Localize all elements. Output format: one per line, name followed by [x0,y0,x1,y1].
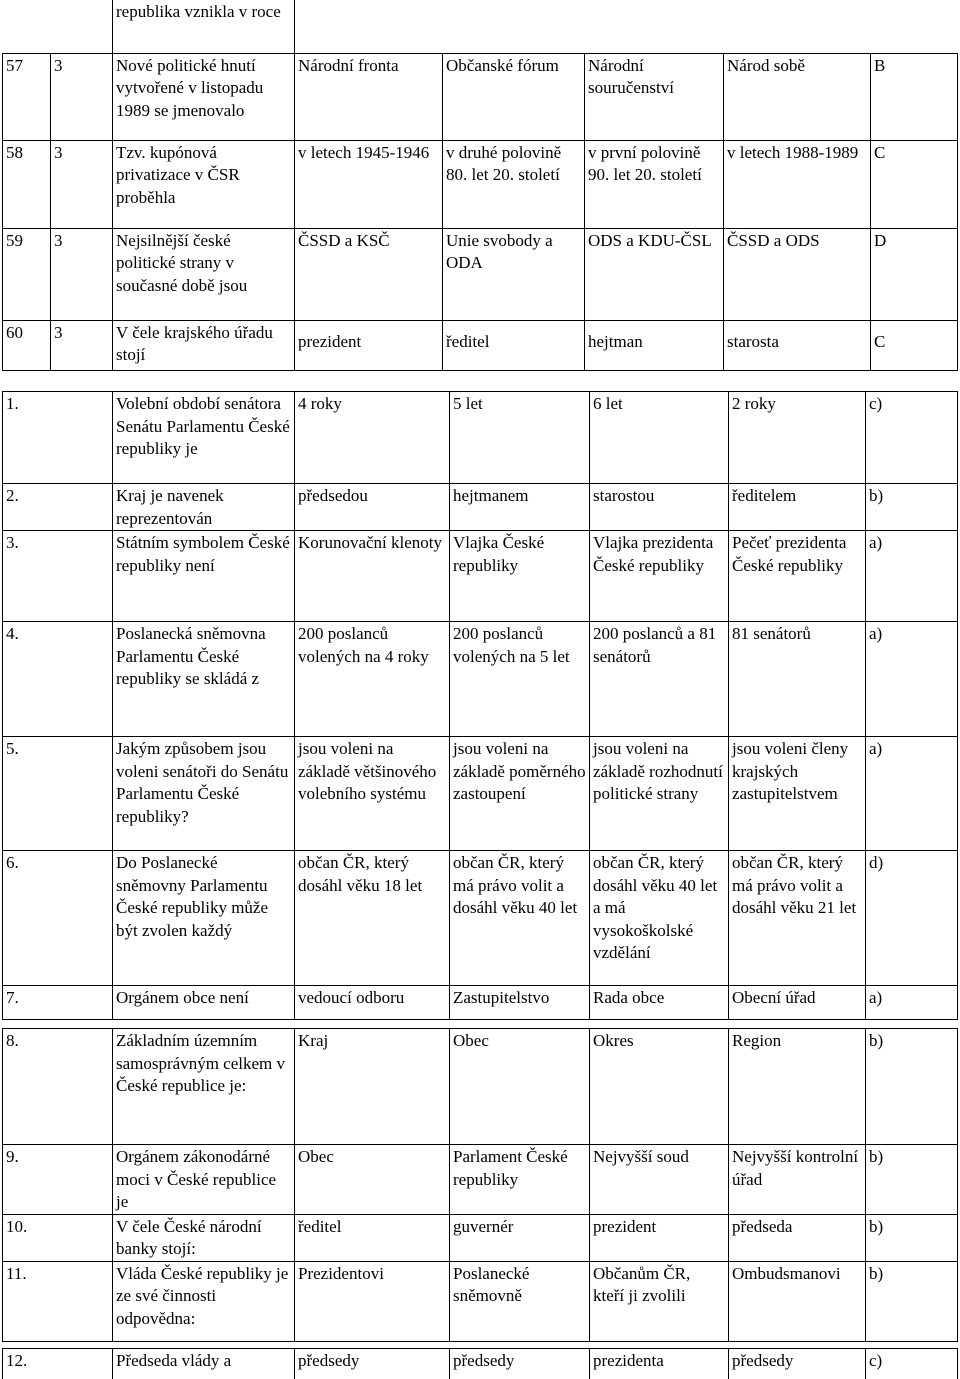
option-c: Vlajka prezidenta České republiky [590,531,729,622]
question-text: V čele krajského úřadu stojí [113,320,295,370]
question-number: 1. [3,392,113,484]
option-d: ČSSD a ODS [724,228,871,320]
table-row [3,622,958,737]
option-c: prezident [590,1214,729,1261]
question-number: 60 [3,320,51,370]
option-a: Kraj [295,1029,450,1145]
option-d: Pečeť prezidenta České republiky [729,531,866,622]
option-c: Okres [590,1029,729,1145]
option-b: hejtmanem [450,484,590,531]
question-text: Jakým způsobem jsou voleni senátoři do Senátu Parlamentu České republiky? [113,737,295,851]
question-number: 59 [3,228,51,320]
option-c: 6 let [590,392,729,484]
correct-answer: b) [866,1261,958,1341]
question-points: 3 [51,228,113,320]
correct-answer: a) [866,531,958,622]
correct-answer: c) [866,1349,958,1379]
option-b: předsedy [450,1349,590,1379]
option-a: předsedou [295,484,450,531]
correct-answer: C [871,140,958,228]
option-a: Národní fronta [295,53,443,140]
quiz-table-state [2,1028,958,1342]
question-number: 4. [3,622,113,737]
table-row [3,1145,958,1215]
question-number: 7. [3,986,113,1020]
option-c: jsou voleni na základě rozhodnutí politické strany [590,737,729,851]
option-c: Občanům ČR, kteří ji zvolili [590,1261,729,1341]
question-text: V čele České národní banky stojí: [113,1214,295,1261]
option-b: Unie svobody a ODA [443,228,585,320]
option-c: hejtman [585,320,724,370]
quiz-table-history [2,0,958,371]
table-row [3,320,958,370]
correct-answer: C [871,320,958,370]
question-number: 10. [3,1214,113,1261]
option-b: v druhé polovině 80. let 20. století [443,140,585,228]
option-c: v první polovině 90. let 20. století [585,140,724,228]
option-b: Vlajka České republiky [450,531,590,622]
option-d: Národ sobě [724,53,871,140]
option-b: Poslanecké sněmovně [450,1261,590,1341]
option-a: občan ČR, který dosáhl věku 18 let [295,851,450,986]
question-number: 8. [3,1029,113,1145]
table-row [3,0,958,53]
question-points: 3 [51,320,113,370]
option-b: ředitel [443,320,585,370]
option-a: Prezidentovi [295,1261,450,1341]
correct-answer: b) [866,1029,958,1145]
question-text: Tzv. kupónová privatizace v ČSR proběhla [113,140,295,228]
option-d: v letech 1988-1989 [724,140,871,228]
question-text: Orgánem zákonodárné moci v České republice je [113,1145,295,1215]
option-b: Občanské fórum [443,53,585,140]
question-text: Poslanecká sněmovna Parlamentu České republiky se skládá z [113,622,295,737]
question-number: 6. [3,851,113,986]
question-points: 3 [51,140,113,228]
correct-answer: D [871,228,958,320]
table-row [3,1029,958,1145]
question-text: Orgánem obce není [113,986,295,1020]
table-row [3,531,958,622]
question-text: republika vznikla v roce [113,0,295,53]
question-number: 2. [3,484,113,531]
question-number: 11. [3,1261,113,1341]
quiz-table-government [2,1348,958,1379]
option-d: Ombudsmanovi [729,1261,866,1341]
option-d: občan ČR, který má právo volit a dosáhl věku 21 let [729,851,866,986]
question-text: Státním symbolem České republiky není [113,531,295,622]
correct-answer: d) [866,851,958,986]
option-c: Rada obce [590,986,729,1020]
option-c: Nejvyšší soud [590,1145,729,1215]
question-number: 5. [3,737,113,851]
question-text: Do Poslanecké sněmovny Parlamentu České republiky může být zvolen každý [113,851,295,986]
option-a: prezident [295,320,443,370]
option-b: Parlament České republiky [450,1145,590,1215]
option-c: prezidenta [590,1349,729,1379]
option-b: jsou voleni na základě poměrného zastoupení [450,737,590,851]
correct-answer: b) [866,484,958,531]
table-row [3,1349,958,1379]
option-c: 200 poslanců a 81 senátorů [590,622,729,737]
table-row [3,484,958,531]
question-text: Základním územním samosprávným celkem v České republice je: [113,1029,295,1145]
correct-answer: b) [866,1145,958,1215]
option-d: předsedy [729,1349,866,1379]
option-a: 4 roky [295,392,450,484]
option-d: 2 roky [729,392,866,484]
table-row [3,851,958,986]
option-c: starostou [590,484,729,531]
question-text: Volební období senátora Senátu Parlamentu České republiky je [113,392,295,484]
option-a: vedoucí odboru [295,986,450,1020]
table-row [3,140,958,228]
option-c: ODS a KDU-ČSL [585,228,724,320]
question-number: 9. [3,1145,113,1215]
table-row [3,228,958,320]
correct-answer: c) [866,392,958,484]
question-number: 3. [3,531,113,622]
option-c: Národní souručenství [585,53,724,140]
table-row [3,986,958,1020]
correct-answer: B [871,53,958,140]
table-row [3,392,958,484]
option-d: 81 senátorů [729,622,866,737]
question-text: Předseda vlády a [113,1349,295,1379]
option-d: starosta [724,320,871,370]
correct-answer: a) [866,737,958,851]
option-a: jsou voleni na základě většinového volebního systému [295,737,450,851]
question-number: 12. [3,1349,113,1379]
option-b: Obec [450,1029,590,1145]
question-text: Kraj je navenek reprezentován [113,484,295,531]
table-row [3,53,958,140]
option-c: občan ČR, který dosáhl věku 40 let a má vysokoškolské vzdělání [590,851,729,986]
option-a: Obec [295,1145,450,1215]
option-a: ČSSD a KSČ [295,228,443,320]
option-d: ředitelem [729,484,866,531]
correct-answer: b) [866,1214,958,1261]
correct-answer: a) [866,986,958,1020]
option-b: guvernér [450,1214,590,1261]
quiz-table-civics [2,391,958,1020]
question-text: Nové politické hnutí vytvořené v listopadu 1989 se jmenovalo [113,53,295,140]
option-b: Zastupitelstvo [450,986,590,1020]
option-a: v letech 1945-1946 [295,140,443,228]
question-points: 3 [51,53,113,140]
option-a: ředitel [295,1214,450,1261]
option-d: předseda [729,1214,866,1261]
option-d: Nejvyšší kontrolní úřad [729,1145,866,1215]
option-d: jsou voleni členy krajských zastupitelstvem [729,737,866,851]
option-a: 200 poslanců volených na 4 roky [295,622,450,737]
option-b: 5 let [450,392,590,484]
option-b: občan ČR, který má právo volit a dosáhl věku 40 let [450,851,590,986]
option-b: 200 poslanců volených na 5 let [450,622,590,737]
option-d: Obecní úřad [729,986,866,1020]
table-row [3,737,958,851]
option-a: Korunovační klenoty [295,531,450,622]
table-row [3,1261,958,1341]
question-number: 58 [3,140,51,228]
question-number: 57 [3,53,51,140]
option-d: Region [729,1029,866,1145]
option-a: předsedy [295,1349,450,1379]
table-row [3,1214,958,1261]
correct-answer: a) [866,622,958,737]
question-text: Nejsilnější české politické strany v současné době jsou [113,228,295,320]
question-text: Vláda České republiky je ze své činnosti odpovědna: [113,1261,295,1341]
